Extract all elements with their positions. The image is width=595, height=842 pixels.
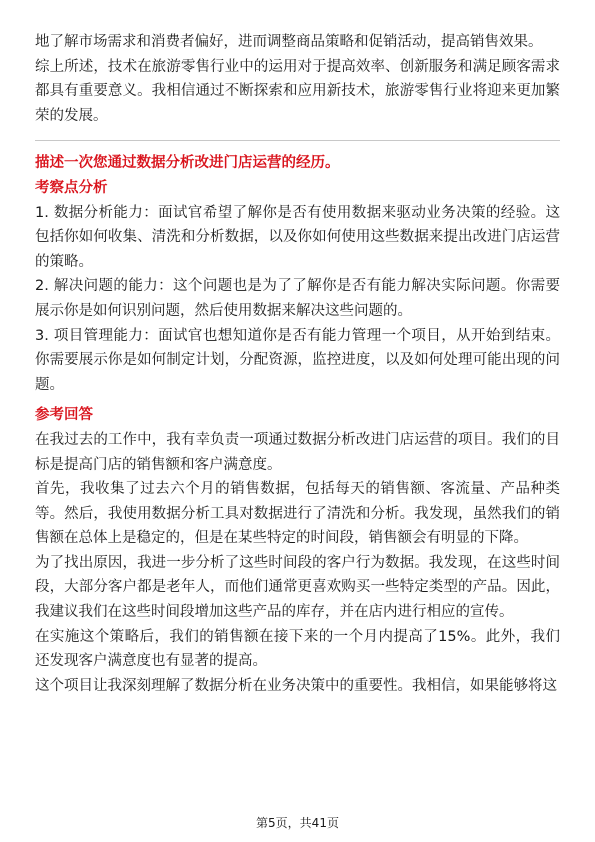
intro-paragraph: 地了解市场需求和消费者偏好，进而调整商品策略和促销活动，提高销售效果。 <box>35 34 543 50</box>
analysis-heading: 考察点分析 <box>35 179 108 196</box>
analysis-item: 2. 解决问题的能力：这个问题也是为了了解你是否有能力解决实际问题。你需要展示你是如何识别问题，然后使用数据来解决这些问题的。 <box>35 278 560 319</box>
answer-section <box>35 403 560 698</box>
analysis-section <box>35 176 560 397</box>
intro-section <box>35 30 560 128</box>
analysis-item: 1. 数据分析能力：面试官希望了解你是否有使用数据来驱动业务决策的经验。这包括你如何收集、清洗和分析数据，以及你如何使用这些数据来提出改进门店运营的策略。 <box>35 204 560 270</box>
page-number-footer: 第5页，共41页 <box>256 816 339 830</box>
document-page <box>35 30 560 698</box>
answer-paragraph: 在实施这个策略后，我们的销售额在接下来的一个月内提高了15%。此外，我们还发现客户满意度也有显著的提高。 <box>35 628 560 670</box>
answer-paragraph: 在我过去的工作中，我有幸负责一项通过数据分析改进门店运营的项目。我们的目标是提高门店的销售额和客户满意度。 <box>35 431 560 473</box>
question-title: 描述一次您通过数据分析改进门店运营的经历。 <box>35 155 340 172</box>
answer-paragraph: 为了找出原因，我进一步分析了这些时间段的客户行为数据。我发现，在这些时间段，大部分客户都是老年人，而他们通常更喜欢购买一些特定类型的产品。因此，我建议我们在这些时间段增加这些产品的库存，并在店内进行相应的宣传。 <box>35 554 560 621</box>
section-divider <box>35 140 560 141</box>
answer-paragraph: 首先，我收集了过去六个月的销售数据，包括每天的销售额、客流量、产品种类等。然后，我使用数据分析工具对数据进行了清洗和分析。我发现，虽然我们的销售额在总体上是稳定的，但是在某些特定的时间段，销售额会有明显的下降。 <box>35 481 560 547</box>
answer-paragraph: 这个项目让我深刻理解了数据分析在业务决策中的重要性。我相信，如果能够将这 <box>35 677 557 694</box>
intro-paragraph: 综上所述，技术在旅游零售行业中的运用对于提高效率、创新服务和满足顾客需求都具有重要意义。我相信通过不断探索和应用新技术，旅游零售行业将迎来更加繁荣的发展。 <box>35 58 560 124</box>
answer-heading: 参考回答 <box>35 407 93 424</box>
analysis-item: 3. 项目管理能力：面试官也想知道你是否有能力管理一个项目，从开始到结束。你需要展示你是如何制定计划，分配资源，监控进度，以及如何处理可能出现的问题。 <box>35 327 560 393</box>
